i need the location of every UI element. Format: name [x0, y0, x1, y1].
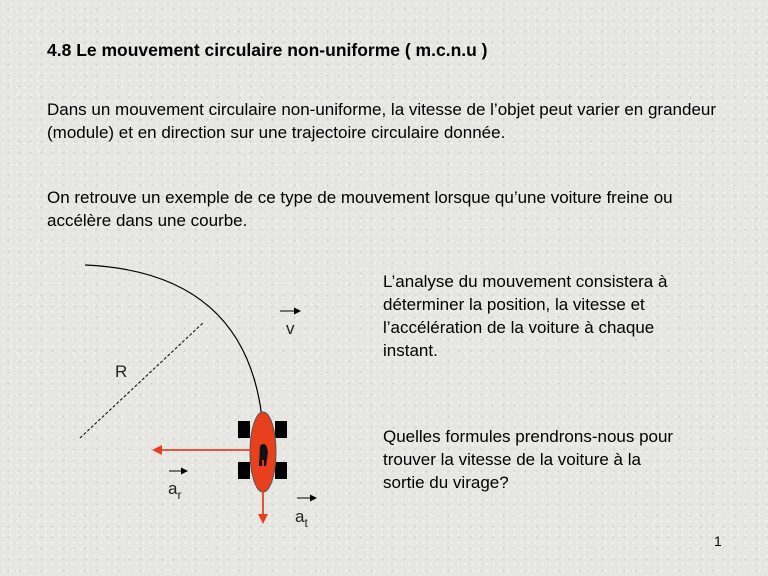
- paragraph-definition: Dans un mouvement circulaire non-uniforme, la vitesse de l’objet peut varier en grandeur (module) et en direction sur une trajectoire circulaire donnée.: [47, 100, 717, 142]
- car-wheel: [275, 421, 287, 438]
- car-wheel: [275, 462, 287, 479]
- car-wheel: [238, 462, 250, 479]
- slide-title: 4.8 Le mouvement circulaire non-uniforme ( m.c.n.u ): [47, 40, 488, 60]
- trajectory-arc: [85, 265, 262, 418]
- paragraph-example: On retrouve un exemple de ce type de mouvement lorsque qu’une voiture freine ou accélère dans une courbe.: [47, 188, 673, 230]
- velocity-label: v: [286, 319, 295, 338]
- analysis-text: L’analyse du mouvement consistera à déterminer la position, la vitesse et l’accélération de la voiture à chaque instant.: [383, 272, 668, 360]
- car-wheel: [238, 421, 250, 438]
- radius-label: R: [115, 362, 128, 381]
- radial-accel-label: $a_r$: [168, 479, 182, 502]
- radius-line: [80, 322, 204, 438]
- tangential-accel-label: $a_t$: [295, 507, 308, 530]
- page-number: 1: [714, 533, 722, 549]
- question-text: Quelles formules prendrons-nous pour trouver la vitesse de la voiture à la sortie du virage?: [383, 427, 674, 492]
